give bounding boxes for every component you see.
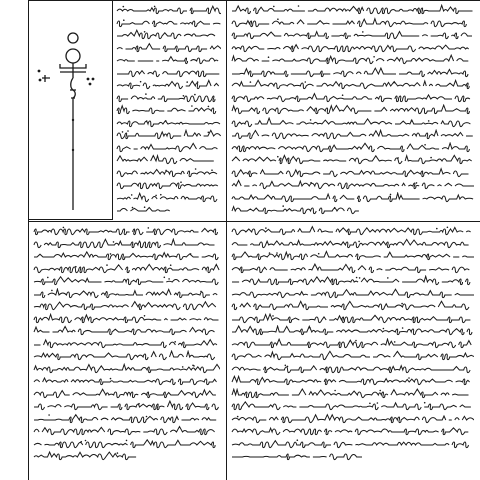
script-line	[230, 42, 476, 55]
script-glyph-run	[115, 79, 221, 91]
script-glyph-run	[32, 275, 220, 287]
script-line	[115, 79, 223, 92]
script-glyph-run	[230, 92, 474, 104]
script-line	[230, 388, 476, 401]
script-glyph-run	[230, 350, 474, 362]
script-glyph-run	[32, 225, 220, 237]
script-line	[230, 375, 476, 388]
script-glyph-run	[32, 338, 220, 350]
script-glyph-run	[230, 42, 474, 54]
script-line	[230, 350, 476, 363]
script-glyph-run	[230, 225, 474, 237]
frame-top-rule	[28, 0, 480, 1]
script-line	[115, 42, 223, 55]
script-glyph-run	[115, 117, 221, 129]
script-glyph-run	[32, 313, 220, 325]
script-glyph-run	[230, 129, 474, 141]
script-line	[230, 204, 476, 217]
top-middle-text-column	[115, 4, 223, 218]
script-line	[230, 313, 476, 326]
script-line	[115, 129, 223, 142]
script-line	[32, 413, 222, 426]
script-line	[230, 450, 476, 463]
script-glyph-run	[230, 4, 474, 16]
script-glyph-run	[230, 338, 474, 350]
script-glyph-run	[230, 425, 474, 437]
script-glyph-run	[230, 413, 474, 425]
script-glyph-run	[115, 54, 221, 66]
celestial-staff-emblem	[30, 20, 100, 220]
script-line	[230, 29, 476, 42]
script-glyph-run	[115, 4, 221, 16]
script-glyph-run	[32, 250, 220, 262]
emblem-divider-rule	[112, 0, 113, 220]
script-glyph-run	[32, 363, 220, 375]
script-glyph-run	[230, 204, 365, 216]
script-glyph-run	[230, 117, 474, 129]
script-glyph-run	[230, 325, 474, 337]
script-line	[230, 300, 476, 313]
script-glyph-run	[115, 29, 221, 41]
script-line	[115, 92, 223, 105]
script-line	[230, 17, 476, 30]
script-line	[115, 104, 223, 117]
script-glyph-run	[230, 67, 474, 79]
script-line	[230, 363, 476, 376]
script-line	[230, 179, 476, 192]
script-line	[32, 438, 222, 451]
frame-left-rule	[28, 0, 29, 480]
script-glyph-run	[32, 438, 220, 450]
script-glyph-run	[32, 238, 220, 250]
script-glyph-run	[32, 425, 220, 437]
script-line	[230, 79, 476, 92]
script-glyph-run	[32, 388, 220, 400]
script-glyph-run	[230, 250, 474, 262]
script-glyph-run	[115, 104, 221, 116]
script-glyph-run	[32, 288, 220, 300]
script-line	[230, 4, 476, 17]
script-glyph-run	[230, 104, 474, 116]
script-line	[32, 375, 222, 388]
staff-icon	[60, 63, 86, 210]
script-line	[32, 250, 222, 263]
script-glyph-run	[32, 350, 220, 362]
script-glyph-run	[115, 142, 221, 154]
script-glyph-run	[230, 142, 474, 154]
script-line	[230, 192, 476, 205]
script-line	[230, 325, 476, 338]
ring-icon	[66, 49, 80, 63]
script-line	[32, 238, 222, 251]
script-glyph-run	[32, 413, 220, 425]
script-glyph-run	[230, 263, 474, 275]
script-glyph-run	[115, 204, 174, 216]
section-divider-rule	[28, 221, 480, 222]
script-line	[230, 338, 476, 351]
script-glyph-run	[230, 400, 474, 412]
script-line	[32, 313, 222, 326]
script-line	[32, 325, 222, 338]
script-line	[115, 54, 223, 67]
top-right-text-column	[230, 4, 476, 218]
script-glyph-run	[230, 79, 474, 91]
script-line	[32, 338, 222, 351]
script-glyph-run	[115, 129, 221, 141]
script-line	[115, 142, 223, 155]
script-glyph-run	[230, 438, 474, 450]
script-glyph-run	[230, 450, 365, 462]
script-line	[230, 154, 476, 167]
script-line	[115, 192, 223, 205]
script-glyph-run	[32, 400, 220, 412]
script-line	[115, 154, 223, 167]
script-line	[230, 117, 476, 130]
dot-cluster-icon	[38, 70, 95, 152]
script-line	[230, 67, 476, 80]
script-line	[32, 350, 222, 363]
script-glyph-run	[115, 154, 221, 166]
script-line	[32, 400, 222, 413]
script-line	[230, 238, 476, 251]
script-glyph-run	[32, 375, 220, 387]
script-line	[230, 288, 476, 301]
script-glyph-run	[230, 300, 474, 312]
script-line	[230, 104, 476, 117]
script-glyph-run	[32, 263, 220, 275]
script-glyph-run	[230, 29, 474, 41]
script-glyph-run	[230, 17, 474, 29]
script-glyph-run	[230, 288, 474, 300]
script-line	[230, 275, 476, 288]
script-line	[32, 300, 222, 313]
script-glyph-run	[230, 388, 474, 400]
script-line	[32, 275, 222, 288]
script-line	[230, 263, 476, 276]
script-line	[115, 117, 223, 130]
script-line	[115, 204, 223, 217]
script-line	[32, 363, 222, 376]
script-line	[32, 225, 222, 238]
script-line	[115, 29, 223, 42]
script-line	[230, 425, 476, 438]
script-glyph-run	[230, 167, 474, 179]
script-line	[230, 400, 476, 413]
script-line	[115, 167, 223, 180]
script-line	[230, 129, 476, 142]
column-divider-rule	[226, 0, 227, 480]
script-line	[115, 179, 223, 192]
script-glyph-run	[32, 300, 220, 312]
script-glyph-run	[115, 92, 221, 104]
script-glyph-run	[115, 67, 221, 79]
script-line	[115, 67, 223, 80]
script-glyph-run	[230, 54, 474, 66]
script-glyph-run	[230, 363, 474, 375]
script-line	[115, 17, 223, 30]
script-line	[230, 413, 476, 426]
script-line	[230, 225, 476, 238]
script-line	[32, 288, 222, 301]
script-line	[115, 4, 223, 17]
script-glyph-run	[230, 179, 474, 191]
script-glyph-run	[115, 17, 221, 29]
script-line	[230, 54, 476, 67]
script-glyph-run	[115, 179, 221, 191]
script-line	[230, 142, 476, 155]
script-glyph-run	[230, 375, 474, 387]
script-glyph-run	[115, 42, 221, 54]
script-glyph-run	[32, 450, 137, 462]
script-line	[32, 425, 222, 438]
script-glyph-run	[230, 313, 474, 325]
script-glyph-run	[230, 238, 474, 250]
circle-icon	[68, 33, 78, 43]
script-line	[32, 263, 222, 276]
script-line	[230, 250, 476, 263]
script-glyph-run	[230, 154, 474, 166]
script-glyph-run	[32, 325, 220, 337]
script-line	[230, 167, 476, 180]
script-line	[230, 438, 476, 451]
script-line	[32, 450, 222, 463]
script-glyph-run	[230, 275, 474, 287]
script-line	[32, 388, 222, 401]
script-glyph-run	[230, 192, 474, 204]
bottom-right-text-column	[230, 225, 476, 477]
script-glyph-run	[115, 192, 221, 204]
script-glyph-run	[115, 167, 221, 179]
bottom-left-text-column	[32, 225, 222, 477]
script-line	[230, 92, 476, 105]
